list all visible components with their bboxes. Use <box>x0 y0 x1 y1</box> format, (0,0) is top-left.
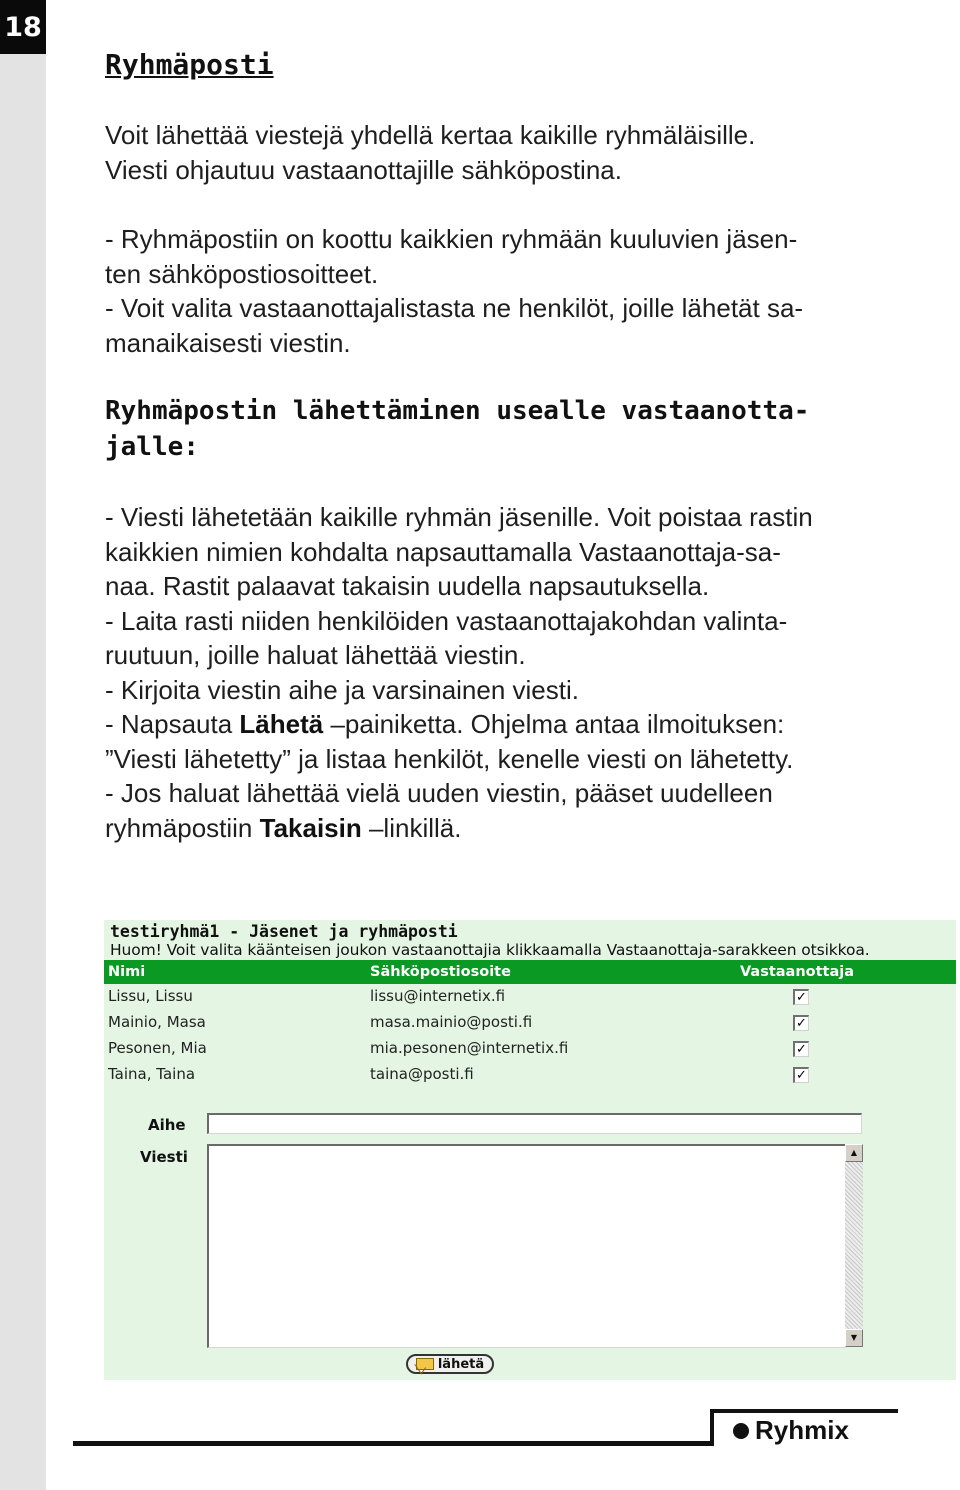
member-email: lissu@internetix.fi <box>370 987 506 1005</box>
recipient-checkbox[interactable]: ✓ <box>793 1041 809 1057</box>
section-heading <box>105 393 809 465</box>
intro-paragraph <box>105 118 895 187</box>
step-text: ryhmäpostiin <box>105 812 260 843</box>
table-row <box>104 1036 956 1062</box>
page-title: Ryhmäposti <box>105 48 274 81</box>
section-heading-line: jalle: <box>105 432 199 462</box>
column-header-name[interactable]: Nimi <box>108 964 146 980</box>
member-email: masa.mainio@posti.fi <box>370 1013 533 1031</box>
send-button[interactable] <box>406 1354 494 1374</box>
step-text: –painiketta. Ohjelma antaa ilmoituksen: <box>323 709 785 739</box>
column-header-recipient[interactable]: Vastaanottaja <box>740 964 855 980</box>
message-textarea[interactable] <box>207 1144 846 1348</box>
intro-line: Viesti ohjautuu vastaanottajille sähköpostina. <box>105 154 622 185</box>
step-line: ruutuun, joille haluat lähettää viestin. <box>105 640 526 670</box>
point-line: - Voit valita vastaanottajalistasta ne henkilöt, joille lähetät sa- <box>105 293 804 323</box>
footer-brand <box>733 1415 849 1446</box>
step-line <box>105 811 895 846</box>
members-table-header <box>104 963 956 984</box>
screenshot-title: testiryhmä1 - Jäsenet ja ryhmäposti <box>110 922 458 941</box>
member-name: Taina, Taina <box>108 1065 196 1083</box>
member-name: Pesonen, Mia <box>108 1039 207 1057</box>
step-line: ”Viesti lähetetty” ja listaa henkilöt, kenelle viesti on lähetetty. <box>105 743 794 774</box>
points-paragraph <box>105 222 895 360</box>
back-keyword: Takaisin <box>259 812 362 843</box>
bullet-icon <box>733 1423 749 1439</box>
step-line: - Laita rasti niiden henkilöiden vastaanottajakohdan valinta- <box>105 605 788 636</box>
subject-input[interactable] <box>207 1113 862 1134</box>
column-header-email[interactable]: Sähköpostiosoite <box>370 964 511 980</box>
intro-line: Voit lähettää viestejä yhdellä kertaa kaikille ryhmäläisille. <box>105 120 756 150</box>
member-name: Lissu, Lissu <box>108 987 193 1005</box>
section-heading-line: Ryhmäpostin lähettäminen usealle vastaanotta- <box>105 396 810 426</box>
point-line: ten sähköpostiosoitteet. <box>105 258 379 289</box>
recipient-checkbox[interactable]: ✓ <box>793 1067 809 1083</box>
steps-paragraph <box>105 500 895 845</box>
subject-label: Aihe <box>148 1116 186 1134</box>
table-row <box>104 1010 956 1036</box>
arrow-down-icon[interactable]: ▼ <box>845 1329 863 1347</box>
message-label: Viesti <box>140 1148 188 1166</box>
step-line: kaikkien nimien kohdalta napsauttamalla Vastaanottaja-sa- <box>105 536 781 567</box>
member-email: taina@posti.fi <box>370 1065 474 1083</box>
step-line: naa. Rastit palaavat takaisin uudella napsautuksella. <box>105 571 710 601</box>
step-line: - Kirjoita viestin aihe ja varsinainen viesti. <box>105 674 579 705</box>
side-strip <box>0 0 46 1490</box>
send-button-label: lähetä <box>437 1356 485 1372</box>
brand-name: Ryhmix <box>755 1415 849 1445</box>
point-line: manaikaisesti viestin. <box>105 327 351 358</box>
send-keyword: Lähetä <box>239 709 324 739</box>
member-email: mia.pesonen@internetix.fi <box>370 1039 569 1057</box>
table-row <box>104 1062 956 1088</box>
step-text: - Napsauta <box>105 709 240 739</box>
step-line: - Viesti lähetetään kaikille ryhmän jäsenille. Voit poistaa rastin <box>105 502 813 532</box>
envelope-icon <box>416 1358 434 1370</box>
message-scrollbar[interactable] <box>845 1144 863 1347</box>
point-line: - Ryhmäpostiin on koottu kaikkien ryhmään kuuluvien jäsen- <box>105 224 798 254</box>
arrow-up-icon[interactable]: ▲ <box>845 1144 863 1162</box>
footer-rule <box>73 1441 713 1446</box>
screenshot-note: Huom! Voit valita käänteisen joukon vastaanottajia klikkaamalla Vastaanottaja-sarakkeen otsikkoa. <box>110 941 870 959</box>
member-name: Mainio, Masa <box>108 1013 206 1031</box>
step-line <box>105 707 895 742</box>
recipient-checkbox[interactable]: ✓ <box>793 1015 809 1031</box>
page-number: 18 <box>0 0 46 54</box>
step-line: - Jos haluat lähettää vielä uuden viestin, pääset uudelleen <box>105 778 773 808</box>
group-mail-screenshot <box>104 920 956 1380</box>
step-text: –linkillä. <box>361 812 462 843</box>
table-row <box>104 984 956 1010</box>
recipient-checkbox[interactable]: ✓ <box>793 989 809 1005</box>
